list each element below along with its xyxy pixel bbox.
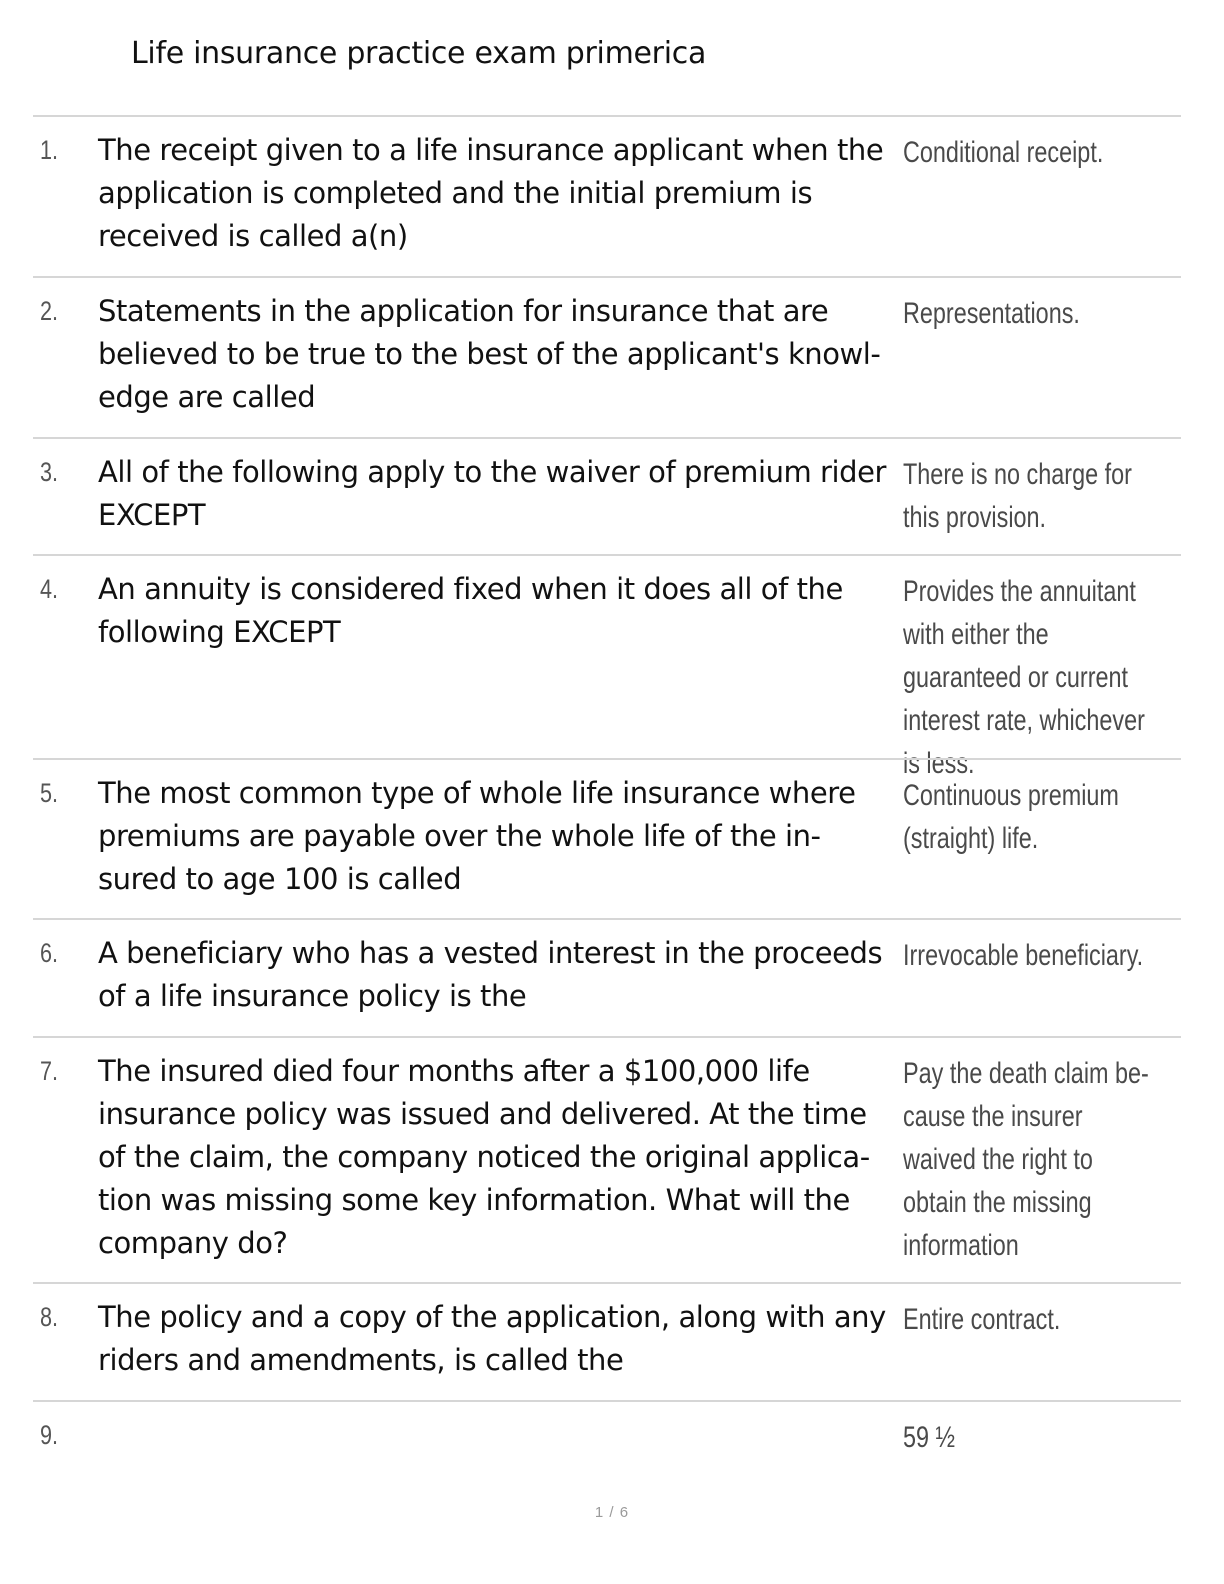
question-row	[33, 1282, 1181, 1400]
question-number: 2.	[40, 296, 59, 326]
question-row	[33, 437, 1181, 554]
question-number: 8.	[40, 1302, 59, 1332]
question-number: 4.	[40, 574, 59, 604]
question-text: The insured died four months after a $100,000 life insurance policy was issued and delivered. At the time of the claim, the company noticed the original applica-tion was missing some key information. What will the company do?	[98, 1054, 870, 1260]
question-list	[33, 115, 1181, 1470]
answer-text: Entire contract.	[903, 1303, 1061, 1336]
question-row	[33, 276, 1181, 437]
question-row	[33, 918, 1181, 1036]
question-text: Statements in the application for insurance that are believed to be true to the best of the applicant's knowl-edge are called	[98, 294, 881, 414]
question-text: The policy and a copy of the application, along with any riders and amendments, is called the	[98, 1300, 886, 1377]
answer-text: There is no charge for this provision.	[903, 458, 1132, 534]
question-number: 6.	[40, 938, 59, 968]
answer-text: 59 ½	[903, 1421, 956, 1454]
question-number: 7.	[40, 1056, 59, 1086]
question-text: An annuity is considered fixed when it does all of the following EXCEPT	[98, 572, 843, 649]
document-title: Life insurance practice exam primerica	[131, 36, 707, 71]
question-text: All of the following apply to the waiver of premium rider EXCEPT	[98, 455, 886, 532]
answer-text: Continuous premium (straight) life.	[903, 779, 1119, 855]
question-row	[33, 1036, 1181, 1282]
question-row	[33, 115, 1181, 276]
answer-text: Representations.	[903, 297, 1080, 330]
answer-text: Provides the annuitant with either the guaranteed or current interest rate, whichever is less.	[903, 575, 1145, 780]
question-number: 5.	[40, 778, 59, 808]
answer-text: Irrevocable beneficiary.	[903, 939, 1144, 972]
page-number: 1 / 6	[594, 1504, 630, 1521]
question-row	[33, 1400, 1181, 1470]
question-text: The receipt given to a life insurance applicant when the application is completed and the initial premium is received is called a(n)	[98, 133, 884, 253]
question-number: 3.	[40, 457, 59, 487]
question-text: The most common type of whole life insurance where premiums are payable over the whole life of the in-sured to age 100 is called	[98, 776, 856, 896]
question-row	[33, 554, 1181, 780]
question-text: A beneficiary who has a vested interest in the proceeds of a life insurance policy is the	[98, 936, 883, 1013]
question-number: 9.	[40, 1420, 59, 1450]
question-row	[33, 758, 1181, 918]
answer-text: Pay the death claim be-cause the insurer waived the right to obtain the missing information	[903, 1057, 1149, 1262]
question-number: 1.	[40, 135, 59, 165]
answer-text: Conditional receipt.	[903, 136, 1104, 169]
